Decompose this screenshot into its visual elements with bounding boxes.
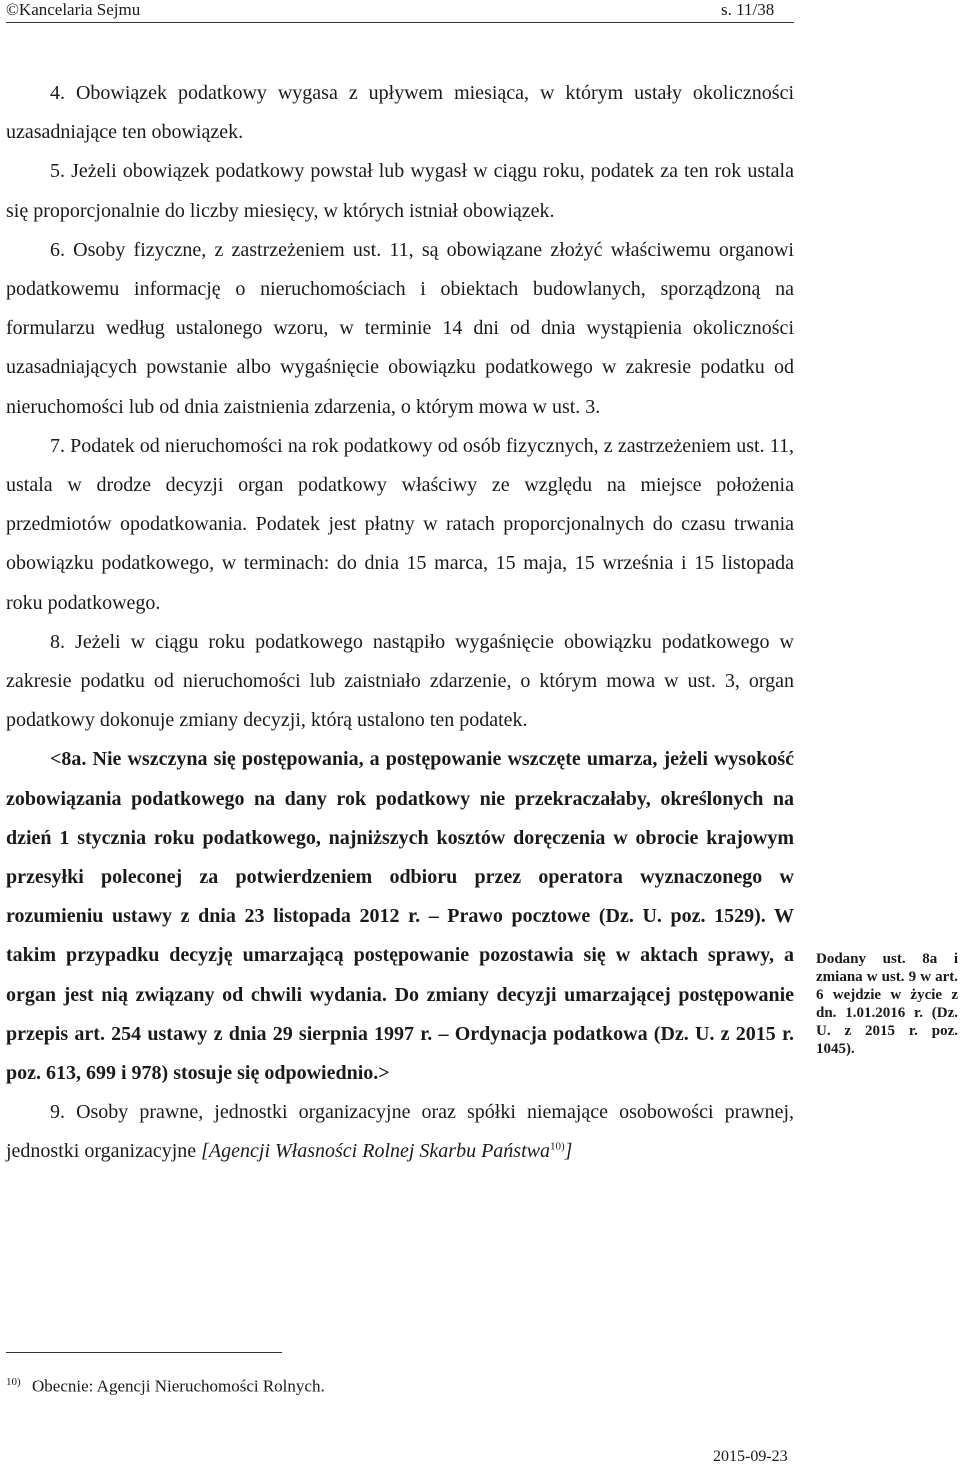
paragraph-9-bracket: ] (564, 1140, 573, 1163)
paragraph-5: 5. Jeżeli obowiązek podatkowy powstał lub wygasł w ciągu roku, podatek za ten rok ustala się proporcjonalnie do liczby miesięcy, w których istniał obowiązek. (6, 160, 794, 222)
header-publisher: ©Kancelaria Sejmu (6, 0, 141, 19)
paragraph-4: 4. Obowiązek podatkowy wygasa z upływem miesiąca, w którym ustały okoliczności uzasadniające ten obowiązek. (6, 82, 794, 144)
paragraph-8: 8. Jeżeli w ciągu roku podatkowego nastąpiło wygaśnięcie obowiązku podatkowego w zakresie podatku od nieruchomości lub zaistniało zdarzenie, o którym mowa w ust. 3, organ podatkowy dokonuje zmiany decyzji, którą ustalono ten podatek. (6, 630, 794, 732)
paragraph-7: 7. Podatek od nieruchomości na rok podatkowy od osób fizycznych, z zastrzeżeniem ust. 11, ustala w drodze decyzji organ podatkowy właściwy ze względu na miejsce położenia przedmiotów opodatkowania. Podatek jest płatny w ratach proporcjonalnych do czasu trwania obowiązku podatkowego, w terminach: do dnia 15 marca, 15 maja, 15 września i 15 listopada roku podatkowego. (6, 434, 794, 614)
footnote (6, 1376, 786, 1397)
footnote-rule (6, 1352, 282, 1353)
paragraph-6: 6. Osoby fizyczne, z zastrzeżeniem ust. 11, są obowiązane złożyć właściwemu organowi podatkowemu informację o nieruchomościach i obiektach budowlanych, sporządzoną na formularzu według ustalonego wzoru, w terminie 14 dni od dnia wystąpienia okoliczności uzasadniających powstanie albo wygaśnięcie obowiązku podatkowego w zakresie podatku od nieruchomości lub od dnia zaistnienia zdarzenia, o którym mowa w ust. 3. (6, 238, 794, 418)
paragraph-9-italic: [Agencji Własności Rolnej Skarbu Państwa (201, 1140, 550, 1163)
header-rule (6, 22, 794, 23)
document-body (6, 74, 794, 1172)
paragraph-9 (6, 1093, 794, 1171)
footnote-reference: 10) (550, 1140, 565, 1153)
margin-note: Dodany ust. 8a i zmiana w ust. 9 w art. 6 wejdzie w życie z dn. 1.01.2016 r. (Dz. U. z 2015 r. poz. 1045). (816, 951, 958, 1057)
paragraph-9-text: 9. Osoby prawne, jednostki organizacyjne oraz spółki niemające osobowości prawnej, jednostki organizacyjne (6, 1101, 794, 1163)
footnote-text: Obecnie: Agencji Nieruchomości Rolnych. (32, 1376, 325, 1396)
footer-date: 2015-09-23 (713, 1448, 788, 1465)
footnote-mark: 10) (6, 1376, 21, 1388)
paragraph-8a: <8a. Nie wszczyna się postępowania, a postępowanie wszczęte umarza, jeżeli wysokość zobowiązania podatkowego na dany rok podatkowy nie przekraczałaby, określonych na dzień 1 stycznia roku podatkowego, najniższych kosztów doręczenia w obrocie krajowym przesyłki poleconej za potwierdzeniem odbioru przez operatora wyznaczonego w rozumieniu ustawy z dnia 23 listopada 2012 r. – Prawo pocztowe (Dz. U. poz. 1529). W takim przypadku decyzję umarzającą postępowanie pozostawia się w aktach sprawy, a organ jest nią związany od chwili wydania. Do zmiany decyzji umarzającej postępowanie przepis art. 254 ustawy z dnia 29 sierpnia 1997 r. – Ordynacja podatkowa (Dz. U. z 2015 r. poz. 613, 699 i 978) stosuje się odpowiednio.> (6, 748, 794, 1085)
header-page-number: s. 11/38 (721, 0, 775, 19)
